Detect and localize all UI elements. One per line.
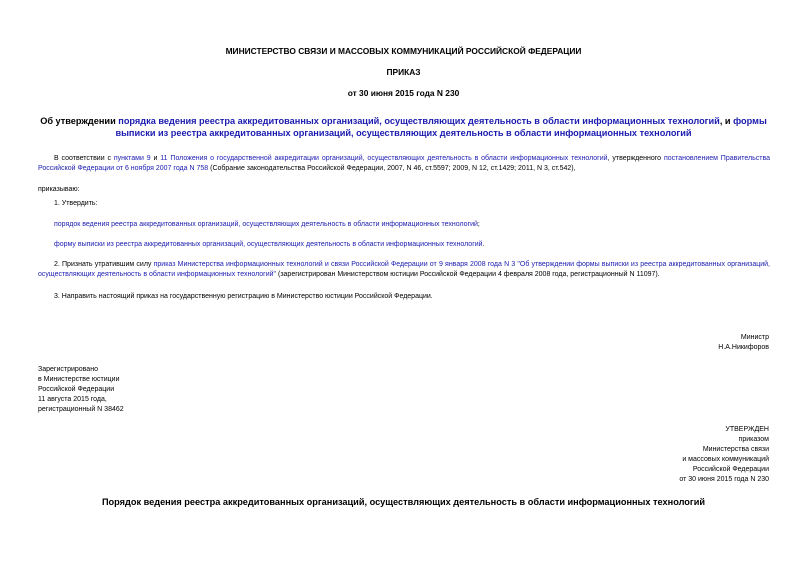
doc-type-heading: ПРИКАЗ [386,67,421,77]
link-government-decree[interactable]: постановлением Правительства Российской Федерации от 6 ноября 2007 года N 758 [38,155,770,172]
approved-line: УТВЕРЖДЕН [725,426,769,433]
link-point-9[interactable]: пунктами 9 [113,155,151,162]
link-procedure[interactable]: порядок ведения реестра аккредитованных организаций, осуществляющих деятельность в области информационных технологий [54,221,478,228]
order-word: приказываю: [38,186,80,193]
signature-block [718,333,769,353]
preamble-text-2: и [150,155,161,162]
approved-line: Министерства связи [702,446,769,453]
approved-line: и массовых коммуникаций [682,456,769,463]
preamble-text-4: (Собрание законодательства Российской Федерации, 2007, N 46, ст.5597; 2009, N 12, ст.1429; 2011, N 3, ст.542), [208,165,576,172]
link-regulation[interactable]: 11 Положения о государственной аккредитации организаций, осуществляющих деятельность в области информационных технологий [160,155,608,162]
approved-line: приказом [738,436,769,443]
preamble-paragraph [38,154,770,174]
item-2-text-1: 2. Признать утратившим силу [54,261,154,268]
approved-block [679,425,769,485]
signature-position: Министр [740,334,769,341]
ministry-heading: МИНИСТЕРСТВО СВЯЗИ И МАССОВЫХ КОММУНИКАЦИЙ РОССИЙСКОЙ ФЕДЕРАЦИИ [225,46,582,56]
item-1: 1. Утвердить: [54,200,98,207]
registration-line: Российской Федерации [38,386,115,393]
preamble-text-3: , утвержденного [607,155,664,162]
item-1-form-end: . [482,241,485,248]
section-title: Порядок ведения реестра аккредитованных организаций, осуществляющих деятельность в области информационных технологий [101,497,706,507]
registration-block [38,365,124,415]
item-2 [38,260,770,280]
preamble-text-1: В соответствии с [54,155,114,162]
item-1-form [54,240,786,250]
item-1-procedure-end: ; [477,221,480,228]
doc-date-number: от 30 июня 2015 года N 230 [347,88,460,98]
title-link-form[interactable]: формы выписки из реестра аккредитованных организаций, осуществляющих деятельность в области информационных технологий [115,116,767,138]
approved-line: Российской Федерации [692,466,769,473]
document-title [40,115,767,139]
item-3: 3. Направить настоящий приказ на государственную регистрацию в Министерство юстиции Российской Федерации. [54,293,433,300]
approved-line: от 30 июня 2015 года N 230 [679,476,769,483]
link-form[interactable]: форму выписки из реестра аккредитованных организаций, осуществляющих деятельность в области информационных технологий [54,241,483,248]
registration-line: 11 августа 2015 года, [38,396,107,403]
signature-name: Н.А.Никифоров [718,344,769,351]
item-2-text-2: (зарегистрирован Министерством юстиции Российской Федерации 4 февраля 2008 года, регистрационный N 11097). [276,271,660,278]
title-link-procedure[interactable]: порядка ведения реестра аккредитованных организаций, осуществляющих деятельность в области информационных технологий [118,116,720,126]
registration-line: в Министерстве юстиции [38,376,120,383]
item-1-procedure [54,220,786,230]
title-middle: , и [719,116,734,126]
registration-line: Зарегистрировано [38,366,98,373]
title-prefix: Об утверждении [40,116,119,126]
link-revoked-order[interactable]: приказ Министерства информационных технологий и связи Российской Федерации от 9 января 2008 года N 3 "Об утверждении формы выписки из реестра аккредитованных организаций, осуществляющих деятельность в области информационных технологий" [38,261,770,278]
registration-line: регистрационный N 38462 [38,406,124,413]
